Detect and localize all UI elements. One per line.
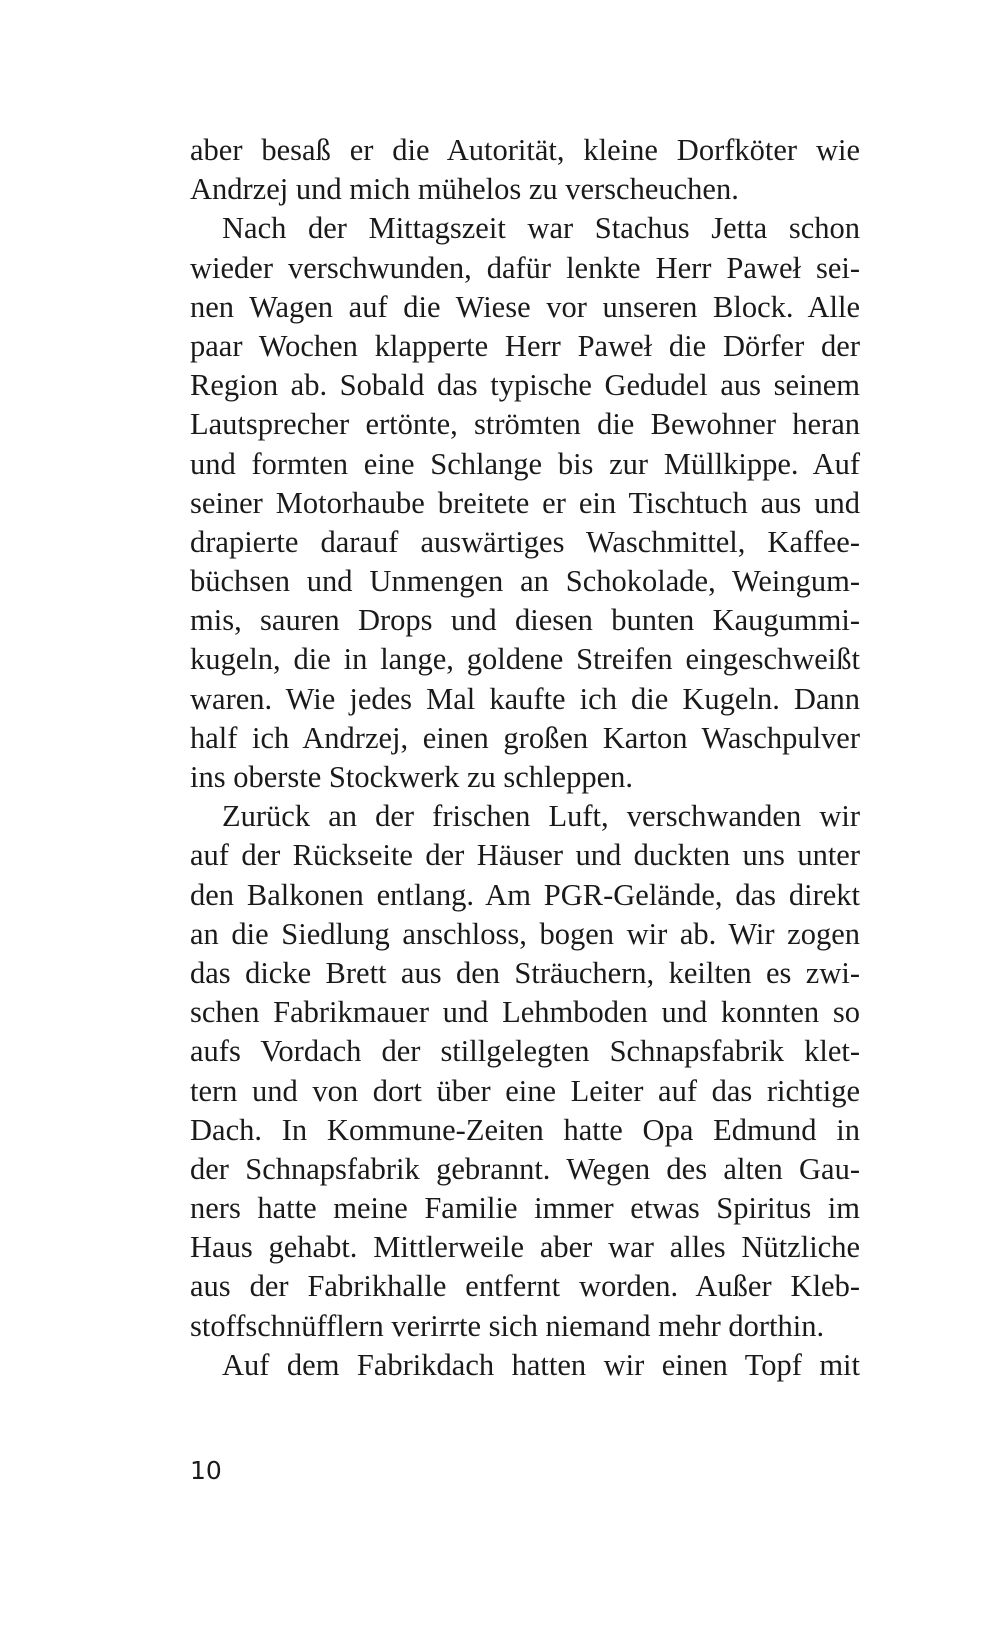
text-line: das dicke Brett aus den Sträuchern, keilten es zwi- (190, 955, 860, 990)
text-line: der Schnapsfabrik gebrannt. Wegen des alten Gau- (190, 1151, 860, 1186)
text-line: Auf dem Fabrikdach hatten wir einen Topf mit (222, 1347, 860, 1382)
text-line: paar Wochen klapperte Herr Paweł die Dörfer der (190, 328, 860, 363)
text-line: Dach. In Kommune-Zeiten hatte Opa Edmund in (190, 1112, 860, 1147)
text-line: Zurück an der frischen Luft, verschwanden wir (222, 799, 860, 834)
text-line: den Balkonen entlang. Am PGR-Gelände, das direkt (190, 877, 860, 912)
text-line: Region ab. Sobald das typische Gedudel aus seinem (190, 368, 860, 403)
text-line: mis, sauren Drops und diesen bunten Kaugummi- (190, 603, 860, 638)
text-line: kugeln, die in lange, goldene Streifen eingeschweißt (190, 642, 860, 677)
text-line: Lautsprecher ertönte, strömten die Bewohner heran (190, 407, 860, 442)
text-line: aus der Fabrikhalle entfernt worden. Außer Kleb- (190, 1269, 860, 1304)
text-line: half ich Andrzej, einen großen Karton Waschpulver (190, 720, 860, 755)
text-line: ners hatte meine Familie immer etwas Spiritus im (190, 1191, 860, 1226)
text-line: und formten eine Schlange bis zur Müllkippe. Auf (190, 446, 860, 481)
text-line: an die Siedlung anschloss, bogen wir ab. Wir zogen (190, 916, 860, 951)
text-line: Andrzej und mich mühelos zu verscheuchen. (190, 172, 739, 207)
text-line: aber besaß er die Autorität, kleine Dorfköter wie (190, 133, 860, 167)
text-line: tern und von dort über eine Leiter auf das richtige (190, 1073, 860, 1108)
body-text (190, 131, 860, 1385)
text-line: nen Wagen auf die Wiese vor unseren Block. Alle (190, 289, 860, 324)
text-line: waren. Wie jedes Mal kaufte ich die Kugeln. Dann (190, 681, 860, 716)
text-line: Haus gehabt. Mittlerweile aber war alles Nützliche (190, 1230, 860, 1265)
text-line: auf der Rückseite der Häuser und duckten uns unter (190, 838, 860, 873)
text-line: büchsen und Unmengen an Schokolade, Weingum- (190, 564, 860, 599)
text-line: aufs Vordach der stillgelegten Schnapsfabrik klet- (190, 1034, 860, 1069)
text-line: stoffschnüfflern verirrte sich niemand mehr dorthin. (190, 1308, 825, 1343)
text-line: drapierte darauf auswärtiges Waschmittel, Kaffee- (190, 524, 860, 559)
page-number: 10 (190, 1456, 222, 1485)
text-line: Nach der Mittagszeit war Stachus Jetta schon (222, 211, 860, 246)
text-line: schen Fabrikmauer und Lehmboden und konnten so (190, 995, 860, 1030)
text-line: wieder verschwunden, dafür lenkte Herr Paweł sei- (190, 250, 860, 285)
text-line: ins oberste Stockwerk zu schleppen. (190, 760, 633, 794)
text-line: seiner Motorhaube breitete er ein Tischtuch aus und (190, 485, 860, 520)
